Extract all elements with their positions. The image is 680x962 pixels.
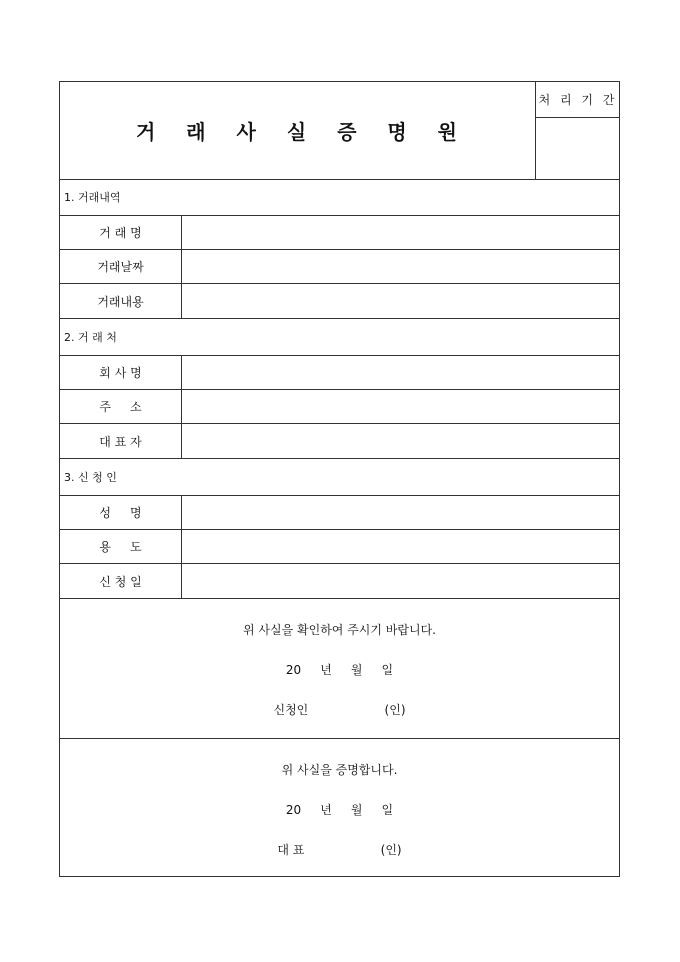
field-input-transaction-date[interactable] <box>182 250 619 283</box>
field-input-company-name[interactable] <box>182 356 619 389</box>
request-date: 20 년 월 일 <box>285 663 394 677</box>
certification-date: 20 년 월 일 <box>285 803 394 817</box>
section-heading-transaction-text: 1. 거래내역 <box>64 191 121 204</box>
certification-signer: 대 표 (인) <box>277 843 402 857</box>
certification-text: 위 사실을 증명합니다. <box>281 763 398 777</box>
form-header <box>60 82 619 180</box>
field-input-application-date[interactable] <box>182 564 619 598</box>
field-row-transaction-content <box>60 284 619 319</box>
certificate-form <box>59 81 620 877</box>
field-row-transaction-date <box>60 250 619 284</box>
field-row-representative <box>60 424 619 459</box>
field-input-transaction-content[interactable] <box>182 284 619 318</box>
field-input-purpose[interactable] <box>182 530 619 563</box>
field-label-transaction-content: 거래내용 <box>60 284 182 318</box>
section-heading-applicant-text: 3. 신 청 인 <box>64 471 117 484</box>
field-label-applicant-name: 성 명 <box>60 496 182 529</box>
request-statement <box>60 599 619 739</box>
field-row-applicant-name <box>60 496 619 530</box>
form-title: 거 래 사 실 증 명 원 <box>135 120 470 144</box>
field-row-address <box>60 390 619 424</box>
certification-statement <box>60 739 619 876</box>
field-input-applicant-name[interactable] <box>182 496 619 529</box>
section-heading-partner <box>60 319 619 356</box>
processing-period-box <box>535 82 620 179</box>
field-row-purpose <box>60 530 619 564</box>
field-label-purpose: 용 도 <box>60 530 182 563</box>
section-heading-applicant <box>60 459 619 496</box>
field-label-transaction-name: 거 래 명 <box>60 216 182 249</box>
section-heading-transaction <box>60 179 619 216</box>
request-signer: 신청인 (인) <box>273 703 406 717</box>
field-input-address[interactable] <box>182 390 619 423</box>
field-label-representative: 대 표 자 <box>60 424 182 458</box>
field-input-representative[interactable] <box>182 424 619 458</box>
request-text: 위 사실을 확인하여 주시기 바랍니다. <box>243 623 436 637</box>
field-label-application-date: 신 청 일 <box>60 564 182 598</box>
field-input-transaction-name[interactable] <box>182 216 619 249</box>
field-row-company-name <box>60 356 619 390</box>
field-row-application-date <box>60 564 619 599</box>
section-heading-partner-text: 2. 거 래 처 <box>64 331 117 344</box>
field-label-address: 주 소 <box>60 390 182 423</box>
field-label-transaction-date: 거래날짜 <box>60 250 182 283</box>
processing-period-label: 처 리 기 간 <box>536 82 620 118</box>
field-row-transaction-name <box>60 216 619 250</box>
processing-period-value[interactable] <box>536 118 620 179</box>
field-label-company-name: 회 사 명 <box>60 356 182 389</box>
